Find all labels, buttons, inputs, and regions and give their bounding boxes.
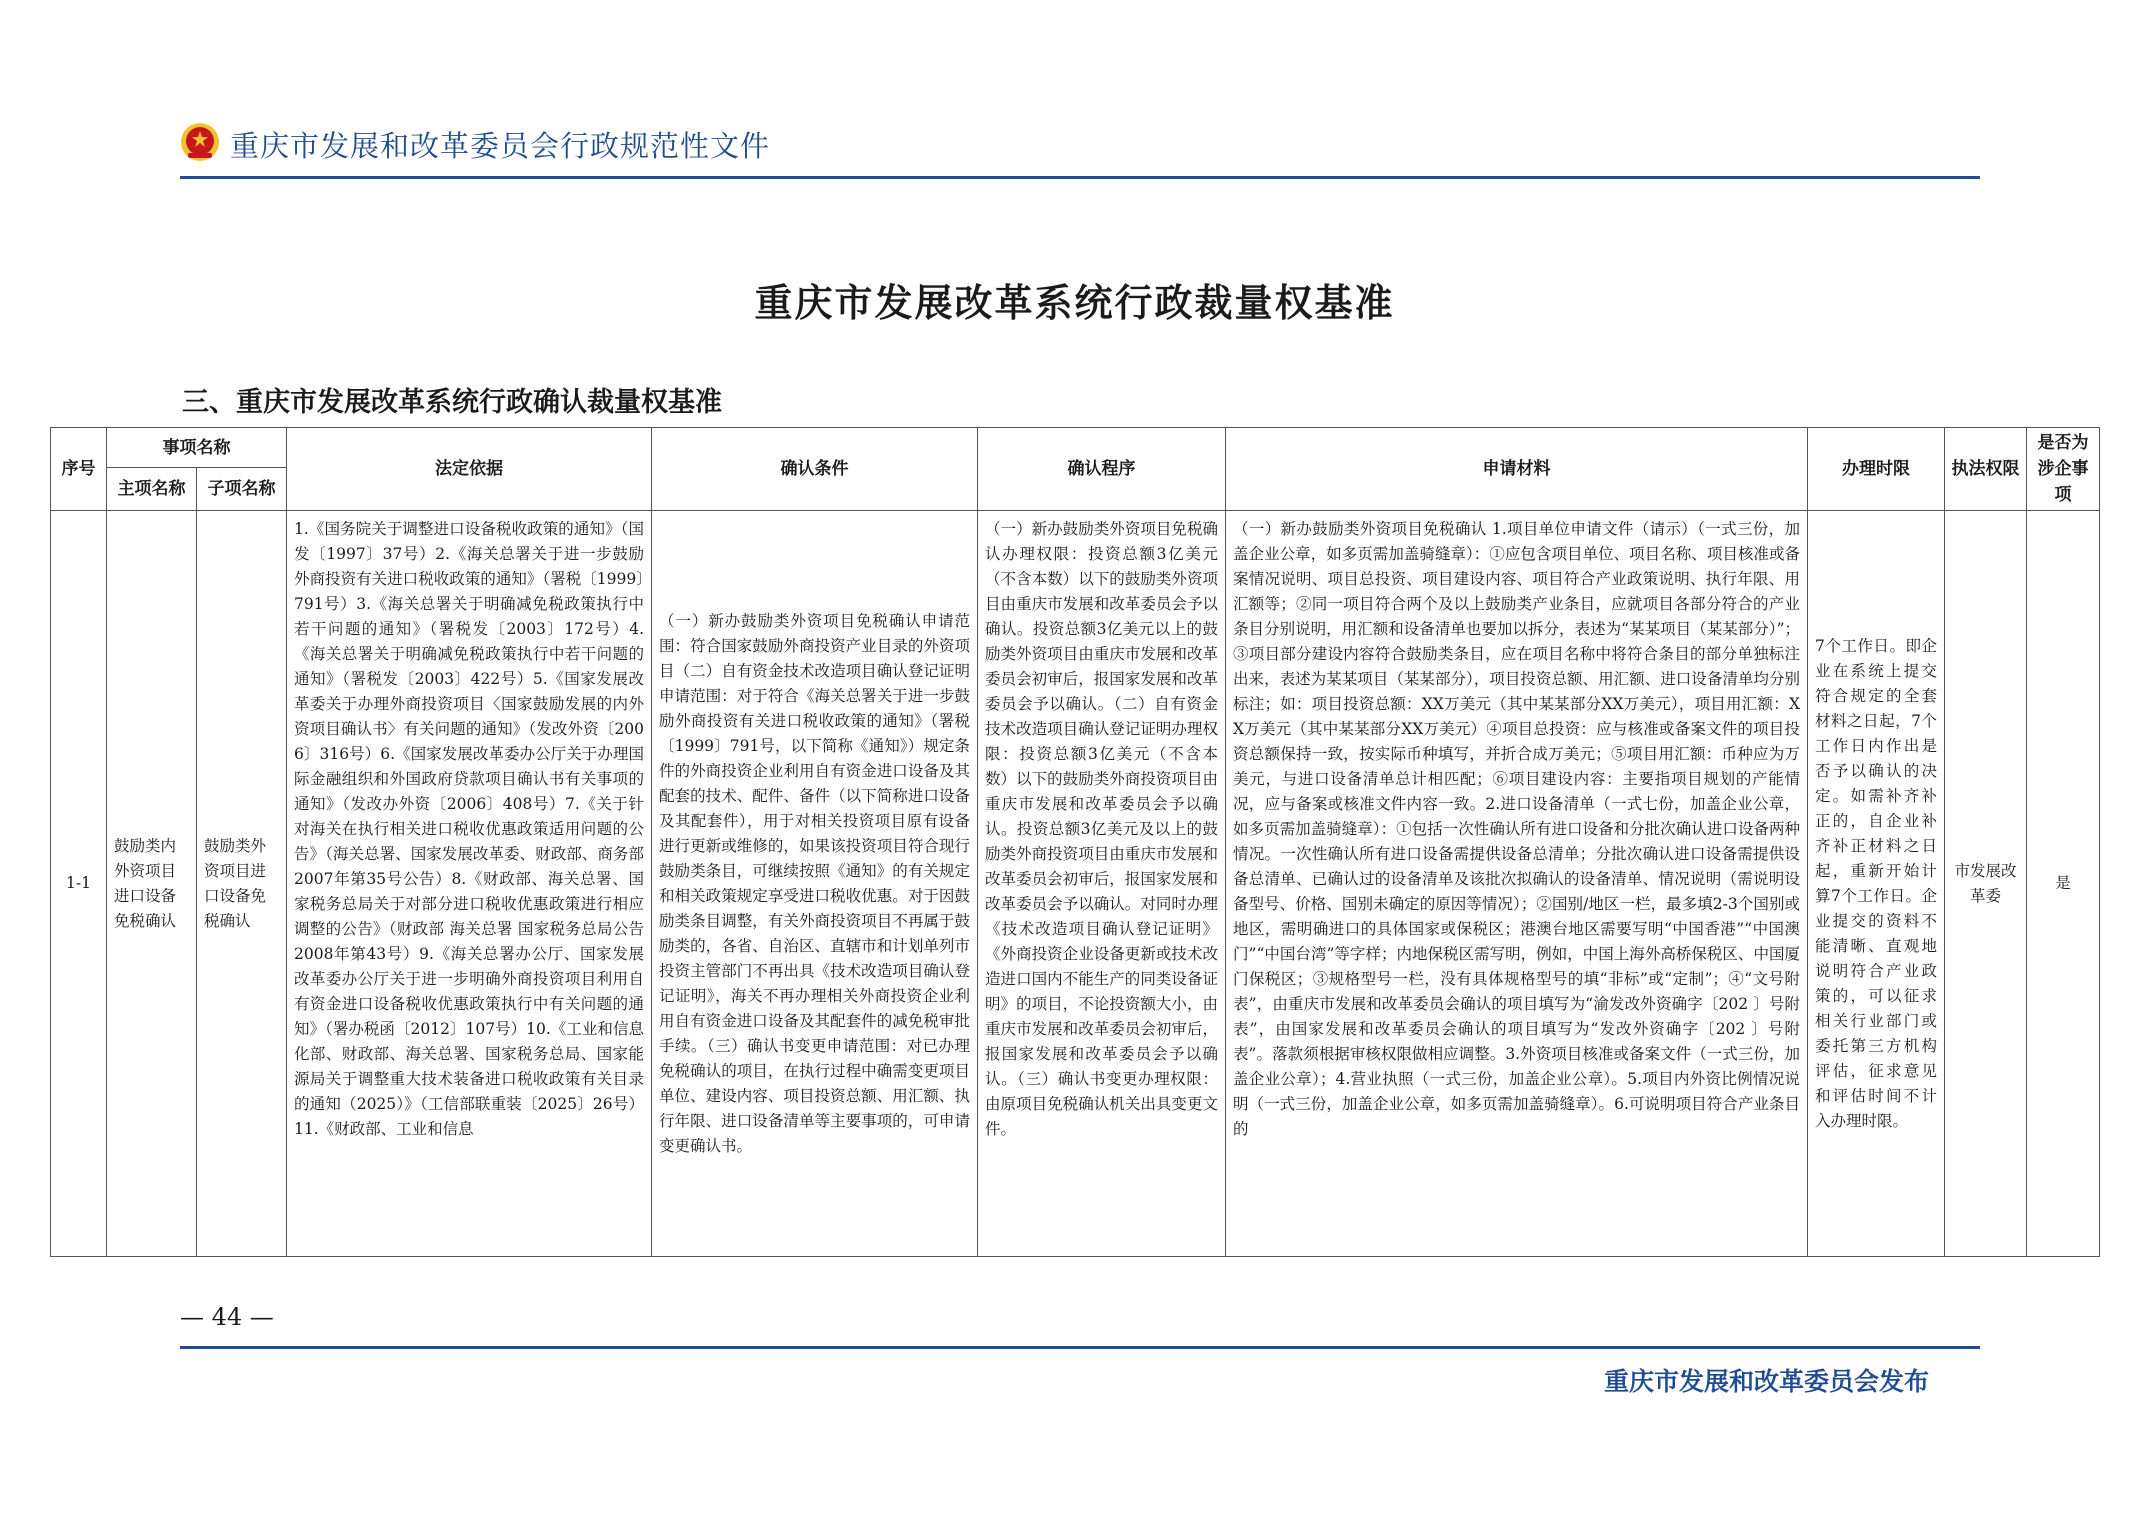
header-main-name: 主项名称 xyxy=(107,468,197,511)
header-enterprise: 是否为涉企事项 xyxy=(2027,428,2100,511)
page-number: — 44 — xyxy=(180,1303,274,1331)
row-authority: 市发展改革委 xyxy=(1945,511,2027,1257)
header-sub-name: 子项名称 xyxy=(197,468,287,511)
header-procedure: 确认程序 xyxy=(978,428,1226,511)
row-conditions xyxy=(652,511,978,1257)
header-legal-basis: 法定依据 xyxy=(287,428,652,511)
header-index: 序号 xyxy=(51,428,107,511)
document-header xyxy=(180,118,1980,180)
document-title: 重庆市发展改革系统行政裁量权基准 xyxy=(754,280,1395,325)
row-sub-name: 鼓励类外资项目进口设备免税确认 xyxy=(197,511,287,1257)
section-title: 三、重庆市发展改革系统行政确认裁量权基准 xyxy=(182,387,722,418)
legal-basis-text: 1.《国务院关于调整进口设备税收政策的通知》（国发〔1997〕37号）2.《海关总署关于进一步鼓励外商投资有关进口税收政策的通知》（署税〔1999〕791号）3.《海关总署关于明确减免税政策执行中若干问题的通知》（署税发〔2003〕172号）4.《海关总署关于明确减免税政策执行中若干问题的通知》（署税发〔2003〕422号）5.《国家发展改革委关于办理外商投资项目〈国家鼓励发展的内外资项目确认书〉有关问题的通知》（发改外资〔2006〕316号）6.《国家发展改革委办公厅关于办理国际金融组织和外国政府贷款项目确认书有关事项的通知》（发改办外资〔2006〕408号）7.《关于针对海关在执行相关进口税收优惠政策适用问题的公告》（海关总署、国家发展改革委、财政部、商务部2007年第35号公告）8.《财政部、海关总署、国家税务总局关于对部分进口税收优惠政策进行相应调整的公告》（财政部 海关总署 国家税务总局公告2008年第43号）9.《海关总署办公厅、国家发展改革委办公厅关于进一步明确外商投资项目利用自有资金进口设备税收优惠政策执行中有关问题的通知》（署办税函〔2012〕107号）10.《工业和信息化部、财政部、海关总署、国家税务总局、国家能源局关于调整重大技术装备进口税收政策有关目录的通知（2025）》（工信部联重装〔2025〕26号）11.《财政部、工业和信息 xyxy=(294,520,644,1138)
procedure-text: （一）新办鼓励类外资项目免税确认办理权限：投资总额3亿美元（不含本数）以下的鼓励类外资项目由重庆市发展和改革委员会予以确认。投资总额3亿美元以上的鼓励类外资项目由重庆市发展和改革委员会初审后，报国家发展和改革委员会予以确认。（二）自有资金技术改造项目确认登记证明办理权限：投资总额3亿美元（不含本数）以下的鼓励类外商投资项目由重庆市发展和改革委员会予以确认。投资总额3亿美元及以上的鼓励类外商投资项目由重庆市发展和改革委员会初审后，报国家发展和改革委员会予以确认。对同时办理《技术改造项目确认登记证明》《外商投资企业设备更新或技术改造进口国内不能生产的同类设备证明》的项目，不论投资额大小，由重庆市发展和改革委员会初审后，报国家发展和改革委员会予以确认。（三）确认书变更办理权限：由原项目免税确认机关出具变更文件。 xyxy=(985,520,1218,1138)
header-title: 重庆市发展和改革委员会行政规范性文件 xyxy=(230,129,771,163)
footer-divider xyxy=(180,1346,1980,1349)
table-row xyxy=(51,511,2100,1257)
header-authority: 执法权限 xyxy=(1945,428,2027,511)
header-item-name: 事项名称 xyxy=(107,428,287,468)
row-procedure xyxy=(978,511,1226,1257)
row-materials xyxy=(1226,511,1808,1257)
national-emblem-icon xyxy=(180,122,220,162)
header-materials: 申请材料 xyxy=(1226,428,1808,511)
footer-publisher: 重庆市发展和改革委员会发布 xyxy=(1603,1367,1929,1396)
row-main-name: 鼓励类内外资项目进口设备免税确认 xyxy=(107,511,197,1257)
header-divider xyxy=(180,176,1980,179)
discretion-standard-table xyxy=(50,427,2100,1257)
header-conditions: 确认条件 xyxy=(652,428,978,511)
row-index: 1-1 xyxy=(51,511,107,1257)
conditions-text: （一）新办鼓励类外资项目免税确认申请范围：符合国家鼓励外商投资产业目录的外资项目（二）自有资金技术改造项目确认登记证明申请范围：对于符合《海关总署关于进一步鼓励外商投资有关进口税收政策的通知》（署税〔1999〕791号，以下简称《通知》）规定条件的外商投资企业利用自有资金进口设备及其配套的技术、配件、备件（以下简称进口设备及其配套件），用于对相关投资项目原有设备进行更新或维修的，如果该投资项目符合现行鼓励类条目，可继续按照《通知》的有关规定和相关政策规定享受进口税收优惠。对于因鼓励类条目调整，有关外商投资项目不再属于鼓励类的，各省、自治区、直辖市和计划单列市投资主管部门不再出具《技术改造项目确认登记证明》，海关不再办理相关外商投资企业利用自有资金进口设备及其配套件的减免税审批手续。（三）确认书变更申请范围：对已办理免税确认的项目，在执行过程中确需变更项目单位、建设内容、项目投资总额、用汇额、执行年限、进口设备清单等主要事项的，可申请变更确认书。 xyxy=(659,611,970,1155)
row-legal-basis xyxy=(287,511,652,1257)
materials-text: （一）新办鼓励类外资项目免税确认 1.项目单位申请文件（请示）（一式三份，加盖企业公章，如多页需加盖骑缝章）：①应包含项目单位、项目名称、项目核准或备案情况说明、项目总投资、项目建设内容、项目符合产业政策说明、执行年限、用汇额等；②同一项目符合两个及以上鼓励类产业条目，应就项目各部分符合的产业条目分别说明，用汇额和设备清单也要加以拆分，表述为“某某项目（某某部分）”；③项目部分建设内容符合鼓励类条目，应在项目名称中将符合条目的部分单独标注出来，表述为某某项目（某某部分），项目投资总额、用汇额、进口设备清单均分别标注；如：项目投资总额：XX万美元（其中某某部分XX万美元），项目用汇额：XX万美元（其中某某部分XX万美元）④项目总投资：应与核准或备案文件的项目投资总额保持一致，按实际币种填写，并折合成万美元；⑤项目用汇额：币种应为万美元，与进口设备清单总计相匹配；⑥项目建设内容：主要指项目规划的产能情况，应与备案或核准文件内容一致。2.进口设备清单（一式七份，加盖企业公章，如多页需加盖骑缝章）：①包括一次性确认所有进口设备和分批次确认进口设备两种情况。一次性确认所有进口设备需提供设备总清单；分批次确认进口设备需提供设备总清单、已确认过的设备清单及该批次拟确认的设备清单、情况说明（需说明设备型号、价格、国别未确定的原因等情况）；②国别/地区一栏，最多填2-3个国别或地区，需明确进口的具体国家或保税区；港澳台地区需要写明“中国香港”“中国澳门”“中国台湾”等字样；内地保税区需写明，例如，中国上海外高桥保税区、中国厦门保税区；③规格型号一栏，没有具体规格型号的填“非标”或“定制”；④“文号附表”，由重庆市发展和改革委员会确认的项目填写为“渝发改外资确字〔202 〕号附表”，由国家发展和改革委员会确认的项目填写为“发改外资确字〔202 〕号附表”。落款须根据审核权限做相应调整。3.外资项目核准或备案文件（一式三份，加盖企业公章）；4.营业执照（一式三份，加盖企业公章）。5.项目内外资比例情况说明（一式三份，加盖企业公章，如多页需加盖骑缝章）。6.可说明项目符合产业条目的 xyxy=(1233,520,1800,1138)
header-time-limit: 办理时限 xyxy=(1808,428,1945,511)
row-time-limit xyxy=(1808,511,1945,1257)
time-limit-text: 7个工作日。即企业在系统上提交符合规定的全套材料之日起，7个工作日内作出是否予以确认的决定。如需补齐补正的，自企业补齐补正材料之日起，重新开始计算7个工作日。企业提交的资料不能清晰、直观地说明符合产业政策的，可以征求相关行业部门或委托第三方机构评估，征求意见和评估时间不计入办理时限。 xyxy=(1815,636,1937,1130)
row-enterprise: 是 xyxy=(2027,511,2100,1257)
